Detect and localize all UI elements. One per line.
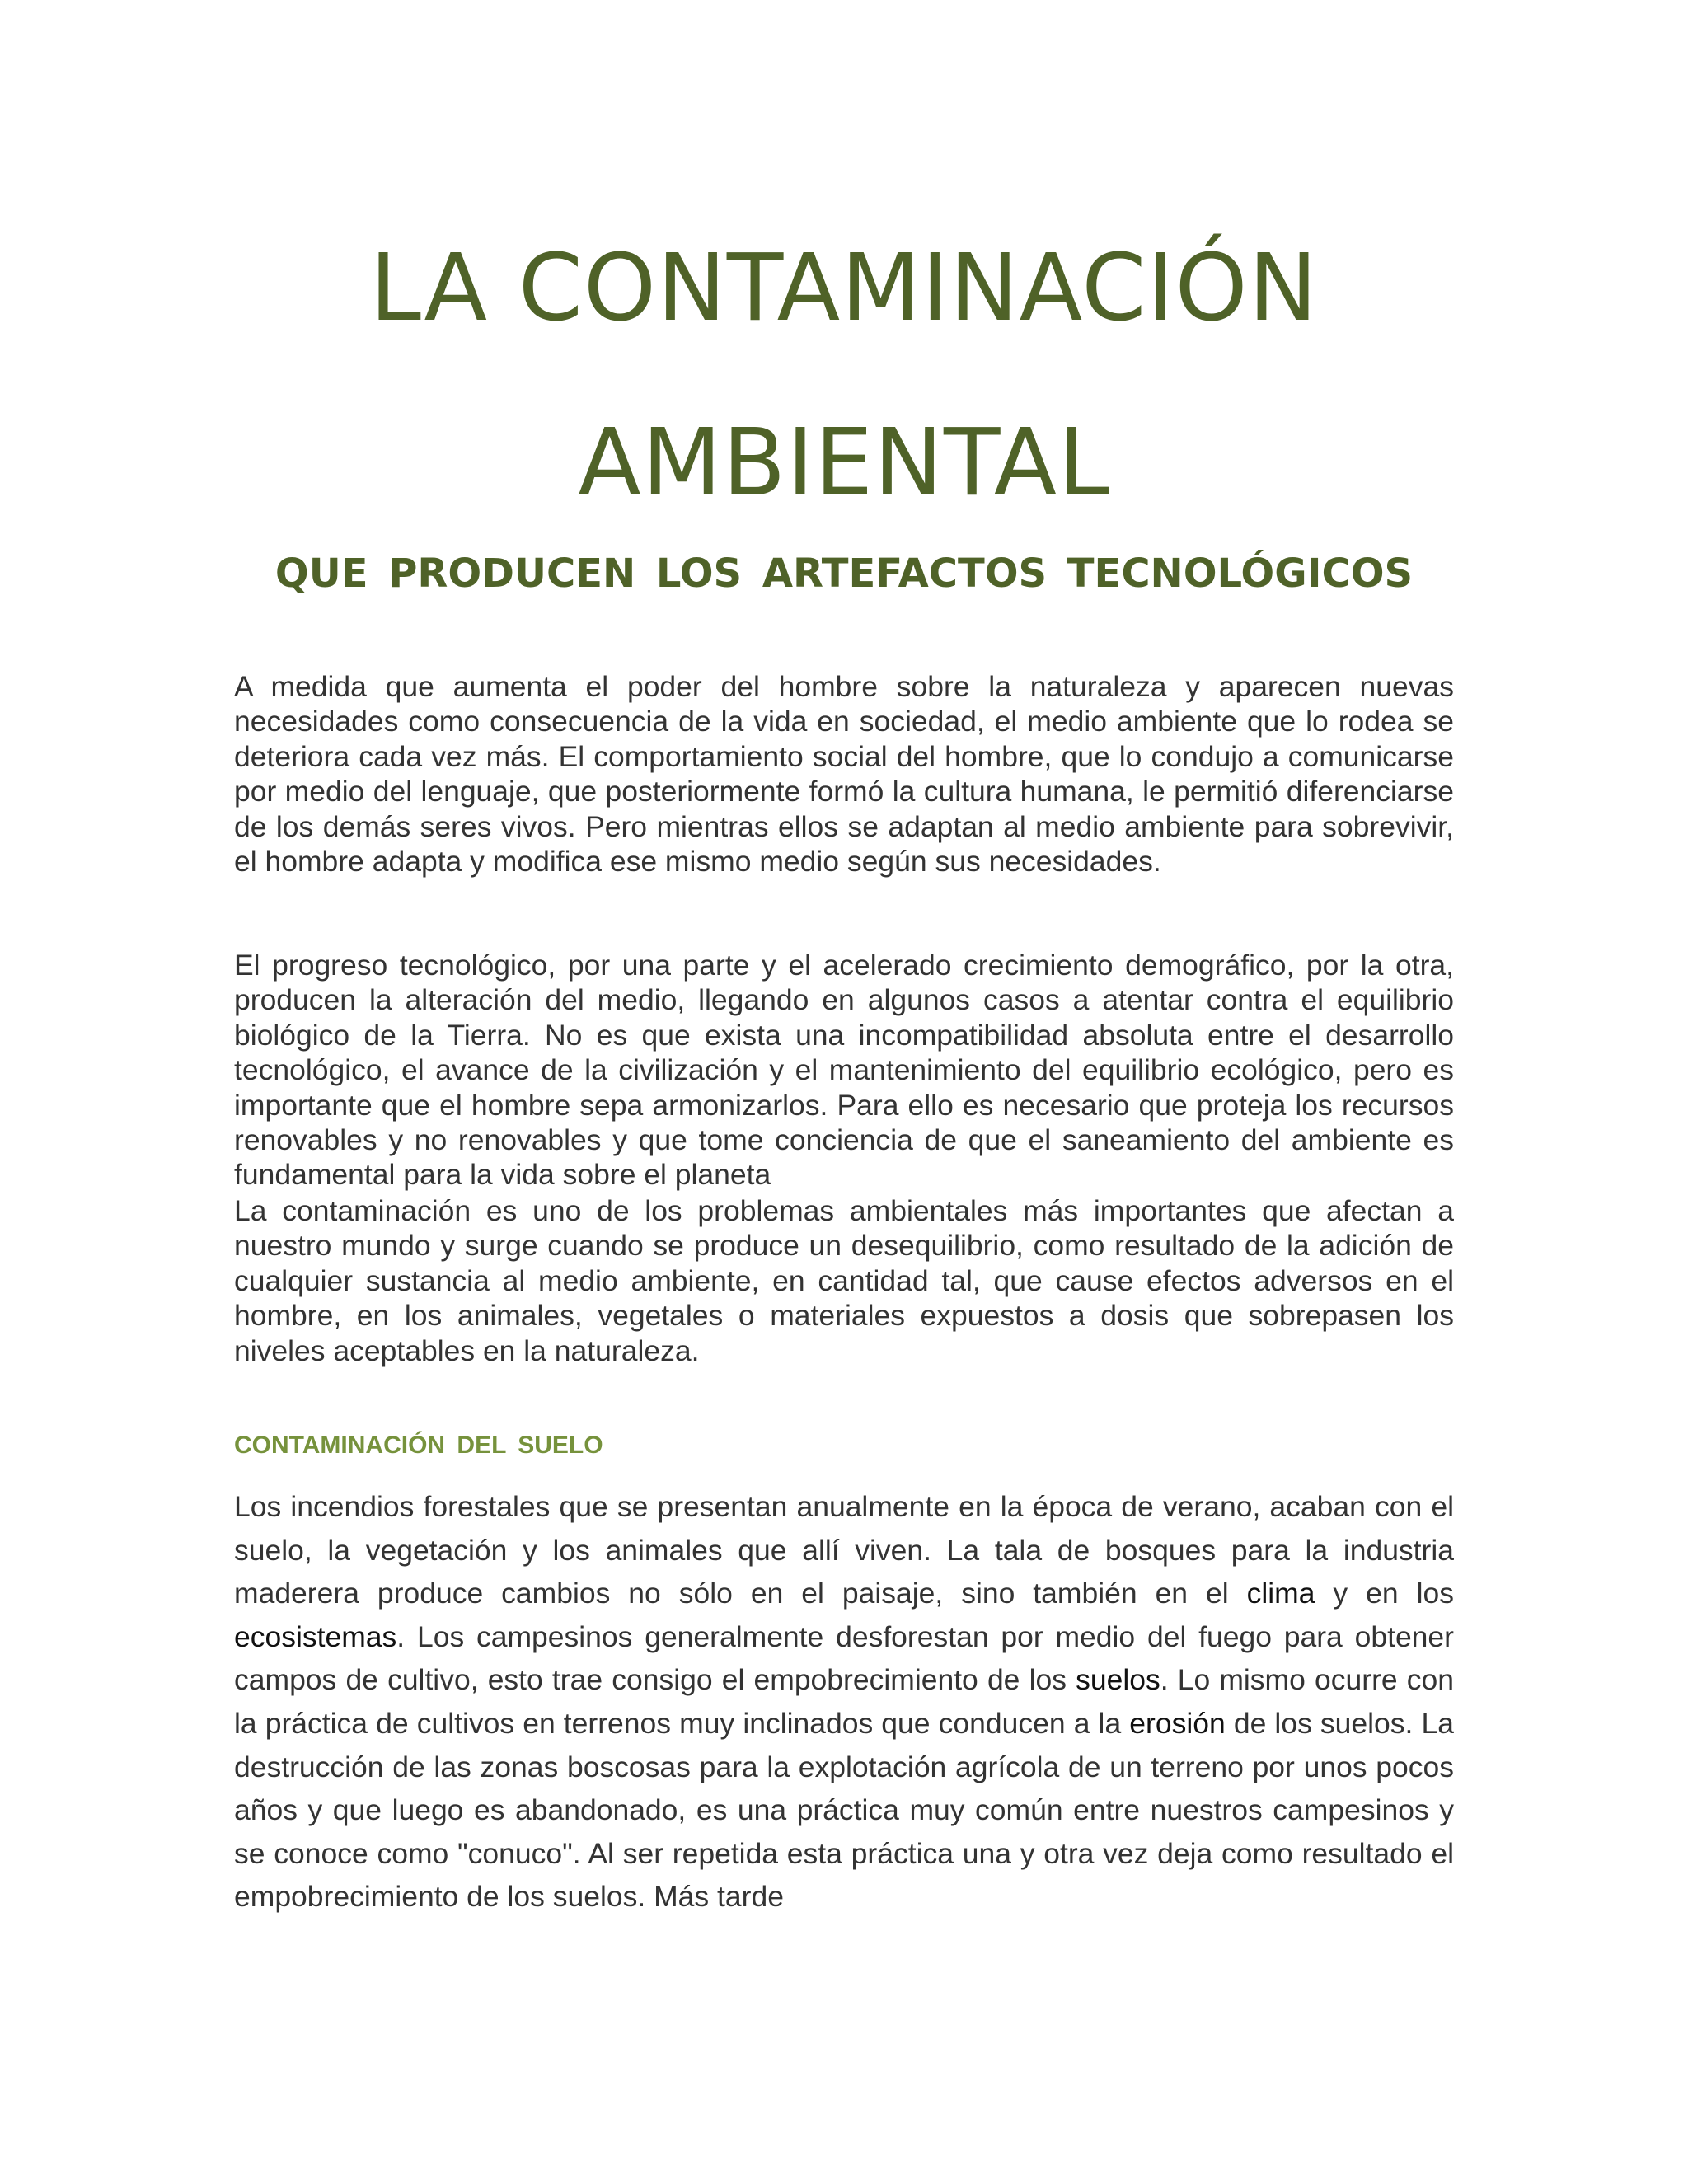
link-suelos[interactable]: suelos	[1076, 1663, 1160, 1697]
paragraph-text-segment: y en los	[1315, 1577, 1454, 1610]
paragraph-contamination-definition: La contaminación es uno de los problemas ambientales más importantes que afectan a nuestro mundo y surge cuando se produce un desequilibrio, como resultado de la adición de cualquier sustancia al medio ambiente, en cantidad tal, que cause efectos adversos en el hombre, en los animales, vegetales o materiales expuestos a dosis que sobrepasen los niveles aceptables en la naturaleza.	[234, 1194, 1454, 1367]
document-title-line-2: AMBIENTAL	[578, 410, 1110, 517]
document-title-line-1: LA CONTAMINACIÓN	[369, 235, 1319, 342]
paragraph-text-segment: . Lo mismo ocurre con la práctica de cultivos en terrenos muy inclinados que conducen a la	[234, 1663, 1455, 1740]
paragraph-intro: A medida que aumenta el poder del hombre sobre la naturaleza y aparecen nuevas necesidades como consecuencia de la vida en sociedad, el medio ambiente que lo rodea se deteriora cada vez más. El comportamiento social del hombre, que lo condujo a comunicarse por medio del lenguaje, que posteriormente formó la cultura humana, le permitió diferenciarse de los demás seres vivos. Pero mientras ellos se adaptan al medio ambiente para sobrevivir, el hombre adapta y modifica ese mismo medio según sus necesidades.	[234, 670, 1454, 879]
link-ecosistemas[interactable]: ecosistemas	[234, 1619, 397, 1653]
paragraph-text-segment: de los suelos. La destrucción de las zonas boscosas para la explotación agrícola de un terreno por unos pocos años y que luego es abandonado, es una práctica muy común entre nuestros campesinos y se conoce como "conuco". Al ser repetida esta práctica una y otra vez deja como resultado el empobrecimiento de los suelos. Más tarde	[234, 1706, 1454, 1914]
section-heading-soil: CONTAMINACIÓN DEL SUELO	[234, 1432, 603, 1459]
paragraph-soil-contamination	[234, 1485, 1454, 1919]
link-erosion[interactable]: erosión	[1129, 1706, 1226, 1740]
document-subtitle: QUE PRODUCEN LOS ARTEFACTOS TECNOLÓGICOS	[274, 551, 1414, 597]
paragraph-technological-progress: El progreso tecnológico, por una parte y el acelerado crecimiento demográfico, por la otra, producen la alteración del medio, llegando en algunos casos a atentar contra el equilibrio biológico de la Tierra. No es que exista una incompatibilidad absoluta entre el desarrollo tecnológico, el avance de la civilización y el mantenimiento del equilibrio ecológico, pero es importante que el hombre sepa armonizarlos. Para ello es necesario que proteja los recursos renovables y no renovables y que tome conciencia de que el saneamiento del ambiente es fundamental para la vida sobre el planeta	[234, 949, 1454, 1192]
link-clima[interactable]: clima	[1246, 1577, 1315, 1610]
paragraph-text-segment: . Los campesinos generalmente desforestan por medio del fuego para obtener campos de cultivo, esto trae consigo el empobrecimiento de los	[234, 1619, 1454, 1697]
paragraph-text-segment: Los incendios forestales que se presentan anualmente en la época de verano, acaban con el suelo, la vegetación y los animales que allí viven. La tala de bosques para la industria maderera produce cambios no sólo en el paisaje, sino también en el	[234, 1490, 1454, 1610]
